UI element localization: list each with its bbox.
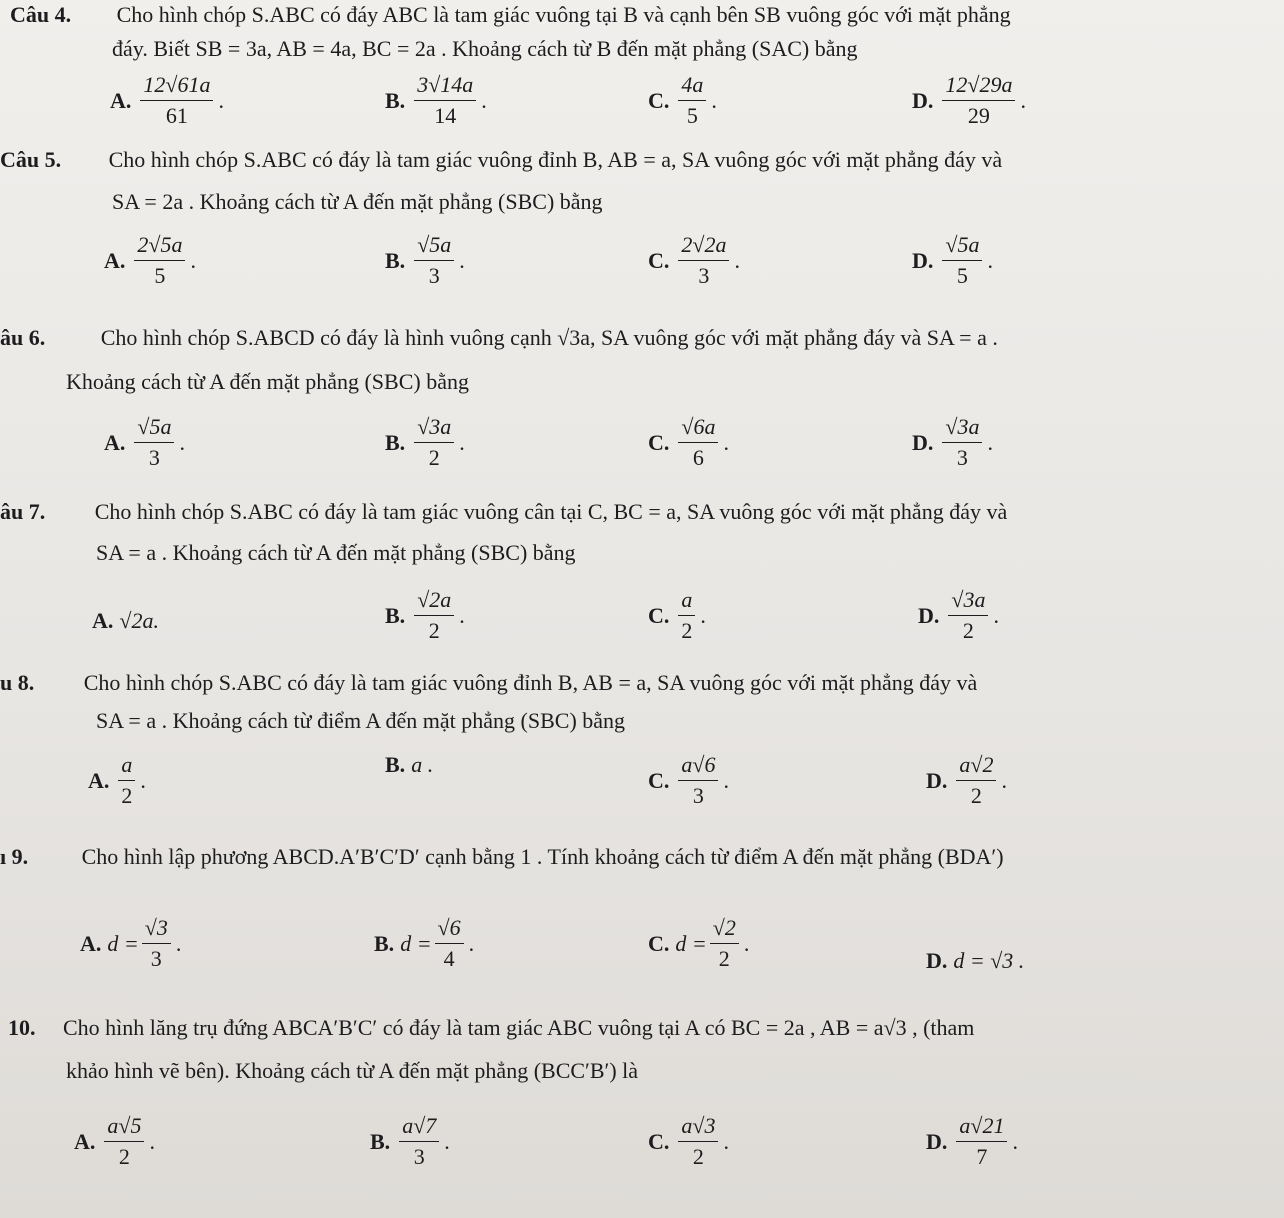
option-c[interactable] (648, 1113, 729, 1170)
question-text: Cho hình lập phương ABCD.A′B′C′D′ cạnh bằng 1 . Tính khoảng cách từ điểm A đến mặt phẳng (BDA′) (81, 844, 1004, 869)
option-d[interactable] (912, 72, 1026, 129)
option-value: a . (411, 752, 434, 777)
denominator: 6 (692, 445, 704, 470)
option-label: D. (912, 429, 934, 455)
numerator: a√2 (956, 752, 996, 781)
numerator: √5a (942, 232, 982, 261)
fraction (399, 1113, 439, 1170)
option-tail: . (723, 1128, 729, 1154)
fraction (118, 752, 135, 809)
option-label: C. (648, 767, 670, 793)
denominator: 4 (443, 946, 455, 971)
fraction (948, 587, 988, 644)
option-d[interactable] (926, 948, 1024, 974)
option-value: √2a. (119, 608, 159, 633)
option-label: A. (74, 1128, 96, 1154)
option-label: B. (374, 930, 395, 956)
option-tail: . (723, 767, 729, 793)
option-label: C. (648, 1128, 670, 1154)
denominator: 2 (428, 618, 440, 643)
option-c[interactable] (648, 232, 740, 289)
fraction (134, 232, 185, 289)
question-7-line-1 (0, 497, 1007, 527)
option-label: B. (385, 602, 406, 628)
option-tail: . (723, 429, 729, 455)
question-6-line-1 (0, 323, 998, 353)
option-tail: . (459, 602, 465, 628)
denominator: 3 (692, 783, 704, 808)
fraction (942, 414, 982, 471)
option-d[interactable] (912, 232, 993, 289)
fraction (956, 1113, 1007, 1170)
option-tail: . (987, 429, 993, 455)
fraction (435, 915, 464, 972)
fraction (678, 1113, 718, 1170)
denominator: 3 (148, 445, 160, 470)
option-label: B. (385, 752, 406, 777)
denominator: 2 (970, 783, 982, 808)
option-tail: . (175, 930, 182, 956)
option-tail: . (149, 1128, 155, 1154)
option-tail: . (734, 247, 740, 273)
numerator: a√5 (104, 1113, 144, 1142)
option-tail: . (993, 602, 999, 628)
fraction (710, 915, 739, 972)
option-d[interactable] (926, 752, 1007, 809)
option-value: d = √3 . (953, 948, 1025, 973)
option-label: C. (648, 87, 670, 113)
denominator: 2 (718, 946, 730, 971)
option-tail: . (1001, 767, 1007, 793)
option-b[interactable] (385, 414, 465, 471)
option-label: A. (92, 608, 114, 633)
option-label: C. (648, 429, 670, 455)
fraction (956, 752, 996, 809)
denominator: 2 (428, 445, 440, 470)
fraction (678, 752, 718, 809)
option-label: D. (912, 247, 934, 273)
numerator: a (678, 587, 695, 616)
fraction (678, 587, 695, 644)
option-label: A. (88, 767, 110, 793)
denominator: 7 (976, 1144, 988, 1169)
numerator: √3a (942, 414, 982, 443)
option-d[interactable] (918, 587, 999, 644)
question-10-line-1 (8, 1013, 974, 1043)
option-label: B. (370, 1128, 391, 1154)
option-label: B. (385, 429, 406, 455)
question-label: Câu 4. (10, 2, 72, 27)
numerator: 2√5a (134, 232, 185, 261)
option-b[interactable] (370, 1113, 450, 1170)
question-5-line-1 (0, 145, 1002, 175)
option-prefix: d = (107, 930, 139, 956)
option-label: C. (648, 930, 670, 956)
denominator: 2 (121, 783, 133, 808)
option-tail: . (140, 767, 146, 793)
option-label: D. (918, 602, 940, 628)
option-tail: . (987, 247, 993, 273)
option-d[interactable] (926, 1113, 1018, 1170)
numerator: √3a (414, 414, 454, 443)
option-label: B. (385, 247, 406, 273)
option-label: D. (926, 1128, 948, 1154)
option-prefix: d = (675, 930, 707, 956)
question-9-line-1 (0, 842, 1004, 872)
fraction (678, 414, 718, 471)
question-text: Cho hình chóp S.ABC có đáy là tam giác vuông cân tại C, BC = a, SA vuông góc với mặt phẳng đáy và (94, 499, 1008, 524)
denominator: 2 (962, 618, 974, 643)
option-b[interactable] (385, 752, 433, 778)
question-label: âu 7. (0, 499, 46, 524)
option-a[interactable] (104, 232, 196, 289)
option-label: A. (104, 429, 126, 455)
option-tail: . (190, 247, 196, 273)
numerator: √3a (948, 587, 988, 616)
question-6-line-2: Khoảng cách từ A đến mặt phẳng (SBC) bằng (66, 369, 469, 394)
denominator: 5 (154, 263, 166, 288)
fraction (414, 587, 454, 644)
denominator: 2 (692, 1144, 704, 1169)
fraction (678, 72, 706, 129)
question-10-line-2: khảo hình vẽ bên). Khoảng cách từ A đến mặt phẳng (BCC′B′) là (66, 1058, 639, 1083)
numerator: √6a (678, 414, 718, 443)
option-tail: . (743, 930, 750, 956)
option-c[interactable] (648, 915, 749, 972)
numerator: √5a (134, 414, 174, 443)
question-7-line-2: SA = a . Khoảng cách từ A đến mặt phẳng (SBC) bằng (96, 540, 576, 565)
denominator: 3 (698, 263, 710, 288)
option-tail: . (459, 247, 465, 273)
denominator: 14 (434, 103, 457, 128)
numerator: 12√61a (140, 72, 213, 101)
question-text: Cho hình lăng trụ đứng ABCA′B′C′ có đáy là tam giác ABC vuông tại A có BC = 2a , AB = a√3 , (tham (63, 1015, 975, 1040)
option-label: D. (926, 948, 948, 973)
option-tail: . (218, 87, 224, 113)
option-a[interactable] (110, 72, 224, 129)
fraction (414, 232, 454, 289)
question-5-line-2: SA = 2a . Khoảng cách từ A đến mặt phẳng (SBC) bằng (112, 189, 603, 214)
denominator: 29 (967, 103, 990, 128)
option-tail: . (444, 1128, 450, 1154)
option-tail: . (179, 429, 185, 455)
option-c[interactable] (648, 752, 729, 809)
option-b[interactable] (385, 72, 487, 129)
option-tail: . (1020, 87, 1026, 113)
fraction (942, 72, 1015, 129)
fraction (134, 414, 174, 471)
denominator: 5 (686, 103, 698, 128)
numerator: a√7 (399, 1113, 439, 1142)
option-tail: . (459, 429, 465, 455)
numerator: 12√29a (942, 72, 1015, 101)
denominator: 61 (165, 103, 188, 128)
option-label: D. (926, 767, 948, 793)
option-a[interactable] (80, 915, 181, 972)
option-tail: . (700, 602, 706, 628)
option-b[interactable] (374, 915, 474, 972)
question-text: Cho hình chóp S.ABC có đáy là tam giác vuông đỉnh B, AB = a, SA vuông góc với mặt phẳng đáy và (108, 147, 1003, 172)
question-label: ı 9. (0, 844, 29, 869)
option-a[interactable] (92, 608, 159, 634)
question-text: Cho hình chóp S.ABC có đáy là tam giác vuông đỉnh B, AB = a, SA vuông góc với mặt phẳng đáy và (83, 670, 978, 695)
option-label: C. (648, 247, 670, 273)
numerator: √5a (414, 232, 454, 261)
denominator: 3 (956, 445, 968, 470)
numerator: 2√2a (678, 232, 729, 261)
numerator: √3 (142, 915, 171, 944)
option-label: C. (648, 602, 670, 628)
fraction (142, 915, 171, 972)
option-c[interactable] (648, 72, 717, 129)
question-text: Cho hình chóp S.ABC có đáy ABC là tam giác vuông tại B và cạnh bên SB vuông góc với mặt phẳng (116, 2, 1011, 27)
option-prefix: d = (400, 930, 432, 956)
option-tail: . (468, 930, 475, 956)
option-c[interactable] (648, 587, 706, 644)
denominator: 2 (681, 618, 693, 643)
question-4-line-1 (10, 0, 1011, 30)
question-text: Cho hình chóp S.ABCD có đáy là hình vuông cạnh √3a, SA vuông góc với mặt phẳng đáy và SA = a . (100, 325, 998, 350)
fraction (678, 232, 729, 289)
option-b[interactable] (385, 587, 465, 644)
option-label: D. (912, 87, 934, 113)
question-8-line-1 (0, 668, 977, 698)
numerator: √2a (414, 587, 454, 616)
option-tail: . (1012, 1128, 1018, 1154)
fraction (104, 1113, 144, 1170)
option-label: A. (104, 247, 126, 273)
option-label: A. (80, 930, 102, 956)
denominator: 2 (118, 1144, 130, 1169)
numerator: √6 (435, 915, 464, 944)
option-a[interactable] (88, 752, 146, 809)
denominator: 3 (150, 946, 162, 971)
option-b[interactable] (385, 232, 465, 289)
question-label: u 8. (0, 670, 35, 695)
numerator: a√3 (678, 1113, 718, 1142)
numerator: 4a (678, 72, 706, 101)
question-label: 10. (8, 1015, 36, 1040)
denominator: 5 (956, 263, 968, 288)
numerator: 3√14a (414, 72, 476, 101)
option-tail: . (711, 87, 717, 113)
denominator: 3 (428, 263, 440, 288)
option-a[interactable] (104, 414, 185, 471)
option-d[interactable] (912, 414, 993, 471)
numerator: √2 (710, 915, 739, 944)
option-label: B. (385, 87, 406, 113)
question-label: Câu 5. (0, 147, 62, 172)
option-label: A. (110, 87, 132, 113)
option-c[interactable] (648, 414, 729, 471)
option-a[interactable] (74, 1113, 155, 1170)
question-4-line-2: đáy. Biết SB = 3a, AB = 4a, BC = 2a . Khoảng cách từ B đến mặt phẳng (SAC) bằng (112, 36, 858, 61)
option-tail: . (481, 87, 487, 113)
fraction (414, 72, 476, 129)
denominator: 3 (413, 1144, 425, 1169)
question-label: âu 6. (0, 325, 46, 350)
fraction (942, 232, 982, 289)
numerator: a√21 (956, 1113, 1007, 1142)
fraction (414, 414, 454, 471)
numerator: a√6 (678, 752, 718, 781)
numerator: a (118, 752, 135, 781)
fraction (140, 72, 213, 129)
question-8-line-2: SA = a . Khoảng cách từ điểm A đến mặt phẳng (SBC) bằng (96, 708, 626, 733)
